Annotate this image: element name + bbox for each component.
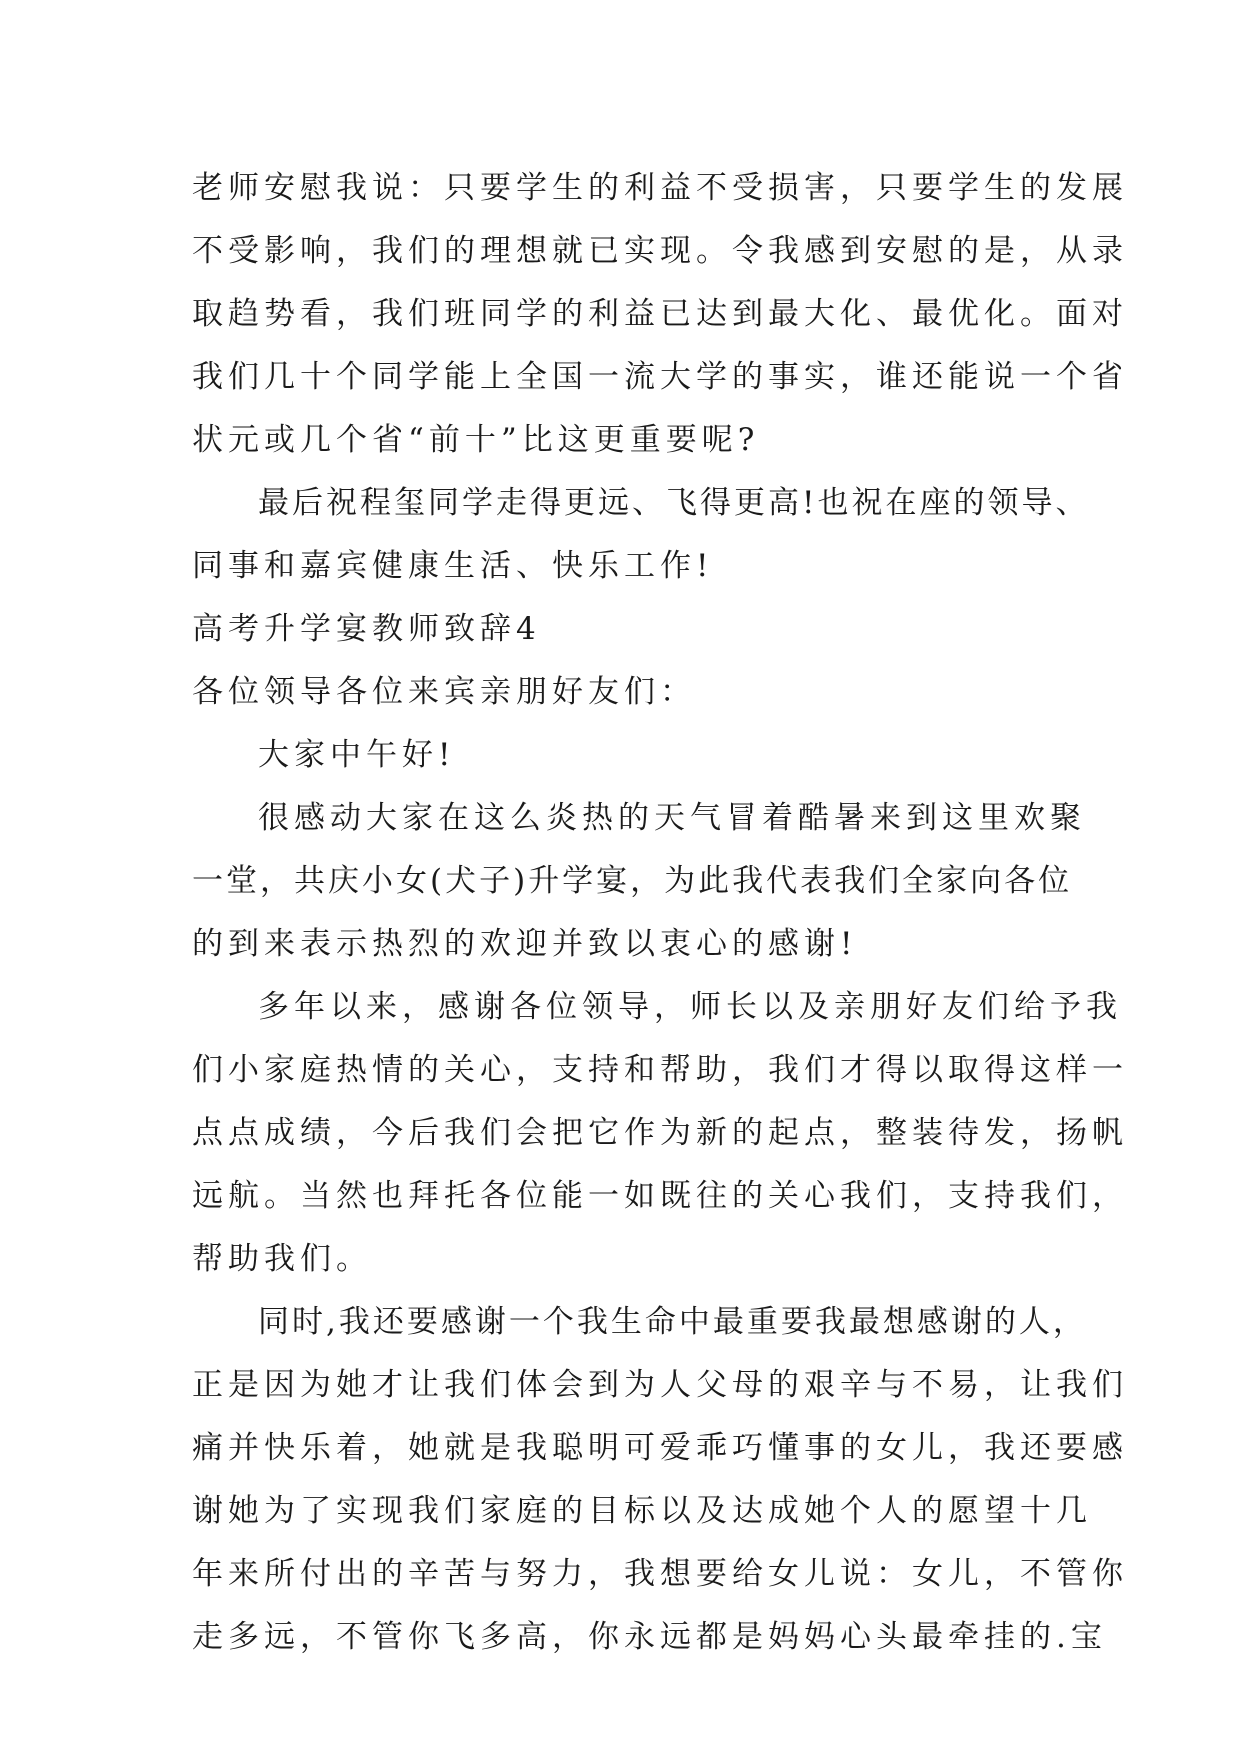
- text-line: 大家中午好!: [258, 737, 456, 773]
- heading-text: 高考升学宴教师致辞4: [192, 611, 541, 647]
- paragraph-salutation: [192, 661, 1072, 724]
- text-line: 一堂，共庆小女(犬子)升学宴，为此我代表我们全家向各位: [192, 863, 1073, 899]
- text-line: 们小家庭热情的关心，支持和帮助，我们才得以取得这样一: [192, 1052, 1128, 1088]
- text-line: 谢她为了实现我们家庭的目标以及达成她个人的愿望十几: [192, 1493, 1092, 1529]
- text-line: 取趋势看，我们班同学的利益已达到最大化、最优化。面对: [192, 296, 1128, 332]
- text-line: 状元或几个省“前十”比这更重要呢?: [192, 422, 760, 458]
- text-line: 走多远，不管你飞多高，你永远都是妈妈心头最牵挂的.宝: [192, 1619, 1107, 1655]
- paragraph-closing-wishes: [192, 472, 1090, 598]
- text-line: 不受影响，我们的理想就已实现。令我感到安慰的是，从录: [192, 233, 1128, 269]
- paragraph-thanks-daughter: [192, 1291, 1128, 1669]
- text-line: 多年以来，感谢各位领导，师长以及亲朋好友们给予我: [258, 989, 1122, 1025]
- text-line: 很感动大家在这么炎热的天气冒着酷暑来到这里欢聚: [258, 800, 1086, 836]
- paragraph-thanks-attendance: [192, 787, 1086, 976]
- paragraph-greeting: [192, 724, 1072, 787]
- text-line: 点点成绩，今后我们会把它作为新的起点，整装待发，扬帆: [192, 1115, 1128, 1151]
- text-line: 远航。当然也拜托各位能一如既往的关心我们，支持我们，: [192, 1178, 1128, 1214]
- text-line: 我们几十个同学能上全国一流大学的事实，谁还能说一个省: [192, 359, 1128, 395]
- text-line: 的到来表示热烈的欢迎并致以衷心的感谢!: [192, 926, 858, 962]
- text-line: 老师安慰我说：只要学生的利益不受损害，只要学生的发展: [192, 170, 1128, 206]
- paragraph-teacher-comfort: [192, 157, 1128, 472]
- text-line: 痛并快乐着，她就是我聪明可爱乖巧懂事的女儿，我还要感: [192, 1430, 1128, 1466]
- text-line: 同时,我还要感谢一个我生命中最重要我最想感谢的人，: [258, 1304, 1087, 1340]
- document-body: [192, 157, 1128, 1669]
- text-line: 各位领导各位来宾亲朋好友们：: [192, 674, 696, 710]
- section-heading: [192, 598, 1072, 661]
- text-line: 最后祝程玺同学走得更远、飞得更高!也祝在座的领导、: [258, 485, 1090, 521]
- text-line: 同事和嘉宾健康生活、快乐工作!: [192, 548, 714, 584]
- text-line: 正是因为她才让我们体会到为人父母的艰辛与不易，让我们: [192, 1367, 1128, 1403]
- text-line: 帮助我们。: [192, 1241, 372, 1277]
- text-line: 年来所付出的辛苦与努力，我想要给女儿说：女儿，不管你: [192, 1556, 1128, 1592]
- paragraph-thanks-support: [192, 976, 1128, 1291]
